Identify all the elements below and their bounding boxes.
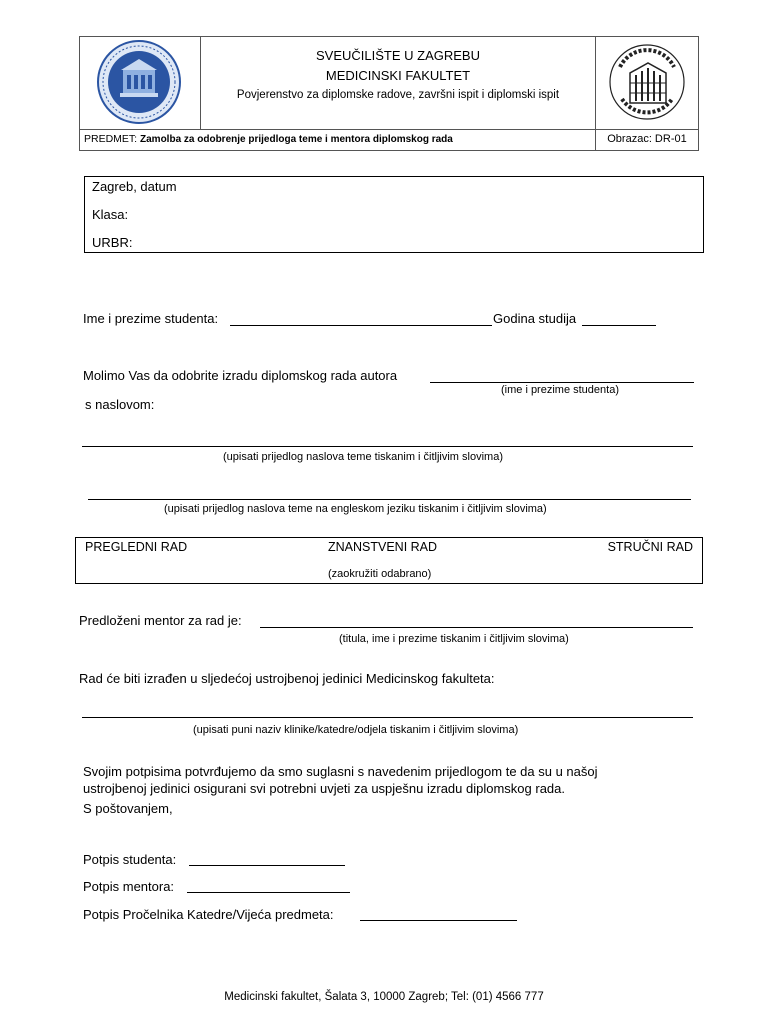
faculty-building-logo-icon	[596, 37, 698, 129]
mentor-hint: (titula, ime i prezime tiskanim i čitljivim slovima)	[339, 633, 569, 645]
work-type-hint: (zaokružiti odabrano)	[328, 568, 432, 580]
university-name: SVEUČILIŠTE U ZAGREBU	[316, 48, 480, 63]
right-logo-cell	[595, 37, 698, 129]
closing-text: S poštovanjem,	[83, 801, 173, 816]
faculty-name: MEDICINSKI FAKULTET	[325, 68, 471, 83]
student-name-field[interactable]	[230, 325, 492, 326]
agreement-line-1: Svojim potpisima potvrđujemo da smo suglasni s navedenim prijedlogom te da su u našoj	[83, 764, 598, 779]
option-review-paper[interactable]: PREGLEDNI RAD	[85, 540, 188, 554]
study-year-field[interactable]	[582, 325, 656, 326]
head-signature-field[interactable]	[360, 920, 517, 921]
option-scientific-paper[interactable]: ZNANSTVENI RAD	[328, 540, 438, 554]
title-field[interactable]	[82, 446, 693, 447]
title-label: s naslovom:	[85, 397, 155, 412]
subject-label: PREDMET:	[84, 133, 138, 145]
unit-hint: (upisati puni naziv klinike/katedre/odjela tiskanim i čitljivim slovima)	[193, 724, 519, 736]
left-logo-cell	[80, 37, 201, 129]
page-footer: Medicinski fakultet, Šalata 3, 10000 Zagreb; Tel: (01) 4566 777	[224, 991, 544, 1003]
head-signature-label: Potpis Pročelnika Katedre/Vijeća predmeta:	[83, 907, 334, 922]
title-en-hint: (upisati prijedlog naslova teme na engleskom jeziku tiskanim i čitljivim slovima)	[164, 503, 547, 515]
request-text: Molimo Vas da odobrite izradu diplomskog rada autora	[83, 368, 398, 383]
place-date-label: Zagreb, datum	[92, 179, 177, 194]
form-header	[79, 36, 699, 151]
mentor-signature-label: Potpis mentora:	[83, 879, 175, 894]
study-year-label: Godina studija	[493, 311, 577, 326]
mentor-field[interactable]	[260, 627, 693, 628]
urbr-label: URBR:	[92, 235, 133, 250]
mentor-signature-field[interactable]	[187, 892, 350, 893]
author-hint: (ime i prezime studenta)	[501, 384, 619, 396]
title-hint: (upisati prijedlog naslova teme tiskanim i čitljivim slovima)	[223, 451, 503, 463]
work-type-box	[75, 537, 703, 584]
subject-text: Zamolba za odobrenje prijedloga teme i mentora diplomskog rada	[140, 134, 453, 145]
klasa-label: Klasa:	[92, 207, 129, 222]
title-en-field[interactable]	[88, 499, 691, 500]
author-name-field[interactable]	[430, 382, 694, 383]
header-subject-row	[80, 129, 698, 150]
student-signature-field[interactable]	[189, 865, 345, 866]
option-professional-paper[interactable]: STRUČNI RAD	[607, 540, 693, 554]
university-seal-icon	[80, 37, 200, 129]
unit-field[interactable]	[82, 717, 693, 718]
subject-line	[84, 133, 453, 145]
mentor-label: Predloženi mentor za rad je:	[79, 613, 242, 628]
header-top-row	[80, 37, 698, 130]
registry-box	[84, 176, 704, 253]
agreement-line-2: ustrojbenoj jedinici osigurani svi potrebni uvjeti za uspješnu izradu diplomskog rada.	[83, 781, 565, 796]
header-title-block	[200, 37, 596, 129]
form-code: Obrazac: DR-01	[595, 129, 698, 150]
student-name-label: Ime i prezime studenta:	[83, 311, 219, 326]
committee-name: Povjerenstvo za diplomske radove, završni ispit i diplomski ispit	[236, 89, 560, 101]
unit-label: Rad će biti izrađen u sljedećoj ustrojbenoj jedinici Medicinskog fakulteta:	[79, 671, 495, 686]
student-signature-label: Potpis studenta:	[83, 852, 177, 867]
